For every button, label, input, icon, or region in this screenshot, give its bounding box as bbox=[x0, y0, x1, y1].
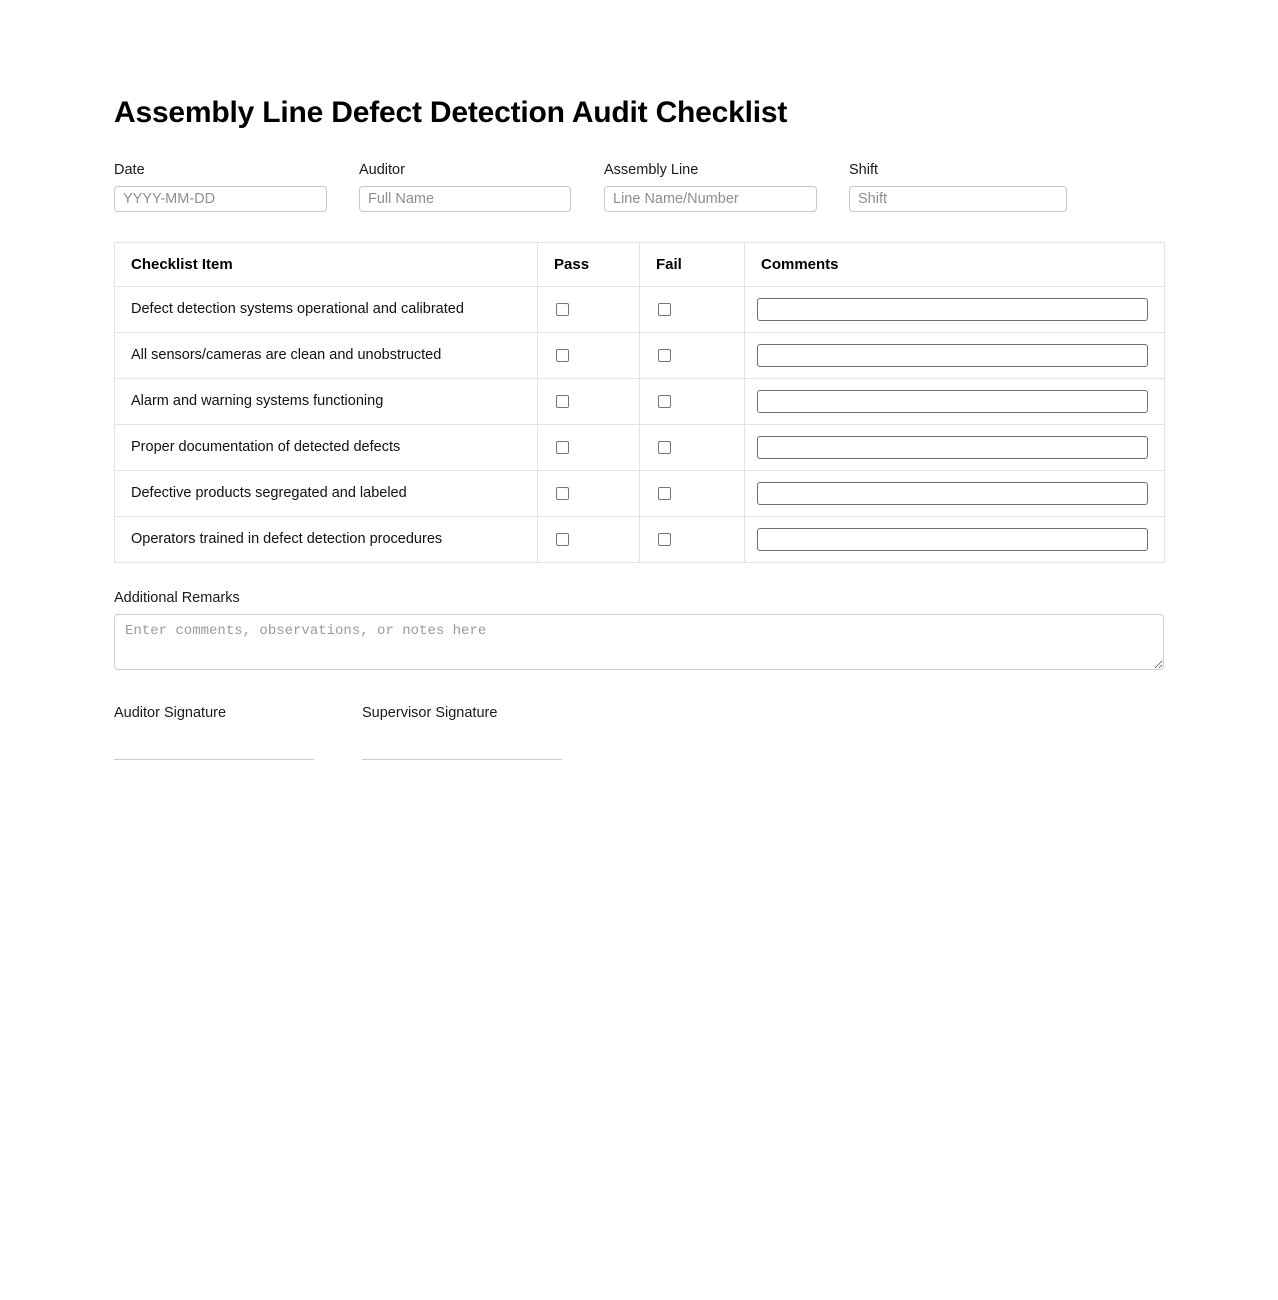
supervisor-signature-line[interactable] bbox=[362, 759, 562, 760]
cell-pass bbox=[538, 470, 640, 516]
header-checklist-item: Checklist Item bbox=[115, 242, 538, 286]
comment-input[interactable] bbox=[757, 436, 1148, 459]
cell-pass bbox=[538, 378, 640, 424]
header-pass: Pass bbox=[538, 242, 640, 286]
cell-comment bbox=[745, 424, 1165, 470]
label-shift: Shift bbox=[849, 162, 879, 178]
auditor-signature-line[interactable] bbox=[114, 759, 314, 760]
pass-checkbox[interactable] bbox=[556, 303, 569, 316]
cell-checklist-item: All sensors/cameras are clean and unobstructed bbox=[115, 332, 538, 378]
additional-remarks-textarea[interactable] bbox=[114, 614, 1164, 670]
date-input[interactable] bbox=[114, 186, 327, 212]
field-group-shift bbox=[849, 163, 1094, 212]
checklist-table-head bbox=[115, 242, 1165, 286]
table-row bbox=[115, 424, 1165, 470]
table-row bbox=[115, 378, 1165, 424]
fail-checkbox[interactable] bbox=[658, 533, 671, 546]
label-assembly-line: Assembly Line bbox=[604, 162, 699, 178]
pass-checkbox[interactable] bbox=[556, 441, 569, 454]
field-group-assembly-line bbox=[604, 163, 849, 212]
table-row bbox=[115, 286, 1165, 332]
label-additional-remarks: Additional Remarks bbox=[114, 589, 240, 606]
label-auditor: Auditor bbox=[359, 162, 405, 178]
cell-comment bbox=[745, 378, 1165, 424]
cell-fail bbox=[640, 378, 745, 424]
cell-comment bbox=[745, 470, 1165, 516]
comment-input[interactable] bbox=[757, 298, 1148, 321]
table-row bbox=[115, 516, 1165, 562]
cell-fail bbox=[640, 516, 745, 562]
signatures-row bbox=[114, 706, 1164, 760]
comment-input[interactable] bbox=[757, 344, 1148, 367]
cell-checklist-item: Operators trained in defect detection procedures bbox=[115, 516, 538, 562]
page-title: Assembly Line Defect Detection Audit Checklist bbox=[114, 96, 788, 129]
pass-checkbox[interactable] bbox=[556, 533, 569, 546]
checklist-table bbox=[114, 242, 1165, 563]
signature-block-auditor bbox=[114, 706, 362, 760]
cell-comment bbox=[745, 286, 1165, 332]
fail-checkbox[interactable] bbox=[658, 303, 671, 316]
checklist-table-body bbox=[115, 286, 1165, 562]
meta-fields-row bbox=[114, 163, 1164, 212]
cell-checklist-item: Alarm and warning systems functioning bbox=[115, 378, 538, 424]
cell-fail bbox=[640, 332, 745, 378]
table-row bbox=[115, 332, 1165, 378]
shift-input[interactable] bbox=[849, 186, 1067, 212]
cell-fail bbox=[640, 470, 745, 516]
comment-input[interactable] bbox=[757, 482, 1148, 505]
cell-fail bbox=[640, 424, 745, 470]
pass-checkbox[interactable] bbox=[556, 349, 569, 362]
cell-comment bbox=[745, 516, 1165, 562]
assembly-line-input[interactable] bbox=[604, 186, 817, 212]
field-group-auditor bbox=[359, 163, 604, 212]
field-group-date bbox=[114, 163, 359, 212]
comment-input[interactable] bbox=[757, 390, 1148, 413]
cell-fail bbox=[640, 286, 745, 332]
header-fail: Fail bbox=[640, 242, 745, 286]
cell-pass bbox=[538, 424, 640, 470]
label-supervisor-signature: Supervisor Signature bbox=[362, 705, 498, 721]
auditor-input[interactable] bbox=[359, 186, 571, 212]
cell-comment bbox=[745, 332, 1165, 378]
cell-pass bbox=[538, 332, 640, 378]
cell-checklist-item: Defective products segregated and labeled bbox=[115, 470, 538, 516]
cell-pass bbox=[538, 286, 640, 332]
table-header-row bbox=[115, 242, 1165, 286]
comment-input[interactable] bbox=[757, 528, 1148, 551]
fail-checkbox[interactable] bbox=[658, 395, 671, 408]
signature-block-supervisor bbox=[362, 706, 610, 760]
fail-checkbox[interactable] bbox=[658, 349, 671, 362]
cell-checklist-item: Proper documentation of detected defects bbox=[115, 424, 538, 470]
fail-checkbox[interactable] bbox=[658, 441, 671, 454]
label-auditor-signature: Auditor Signature bbox=[114, 705, 227, 721]
label-date: Date bbox=[114, 162, 145, 178]
cell-checklist-item: Defect detection systems operational and calibrated bbox=[115, 286, 538, 332]
fail-checkbox[interactable] bbox=[658, 487, 671, 500]
cell-pass bbox=[538, 516, 640, 562]
pass-checkbox[interactable] bbox=[556, 487, 569, 500]
pass-checkbox[interactable] bbox=[556, 395, 569, 408]
header-comments: Comments bbox=[745, 242, 1165, 286]
table-row bbox=[115, 470, 1165, 516]
